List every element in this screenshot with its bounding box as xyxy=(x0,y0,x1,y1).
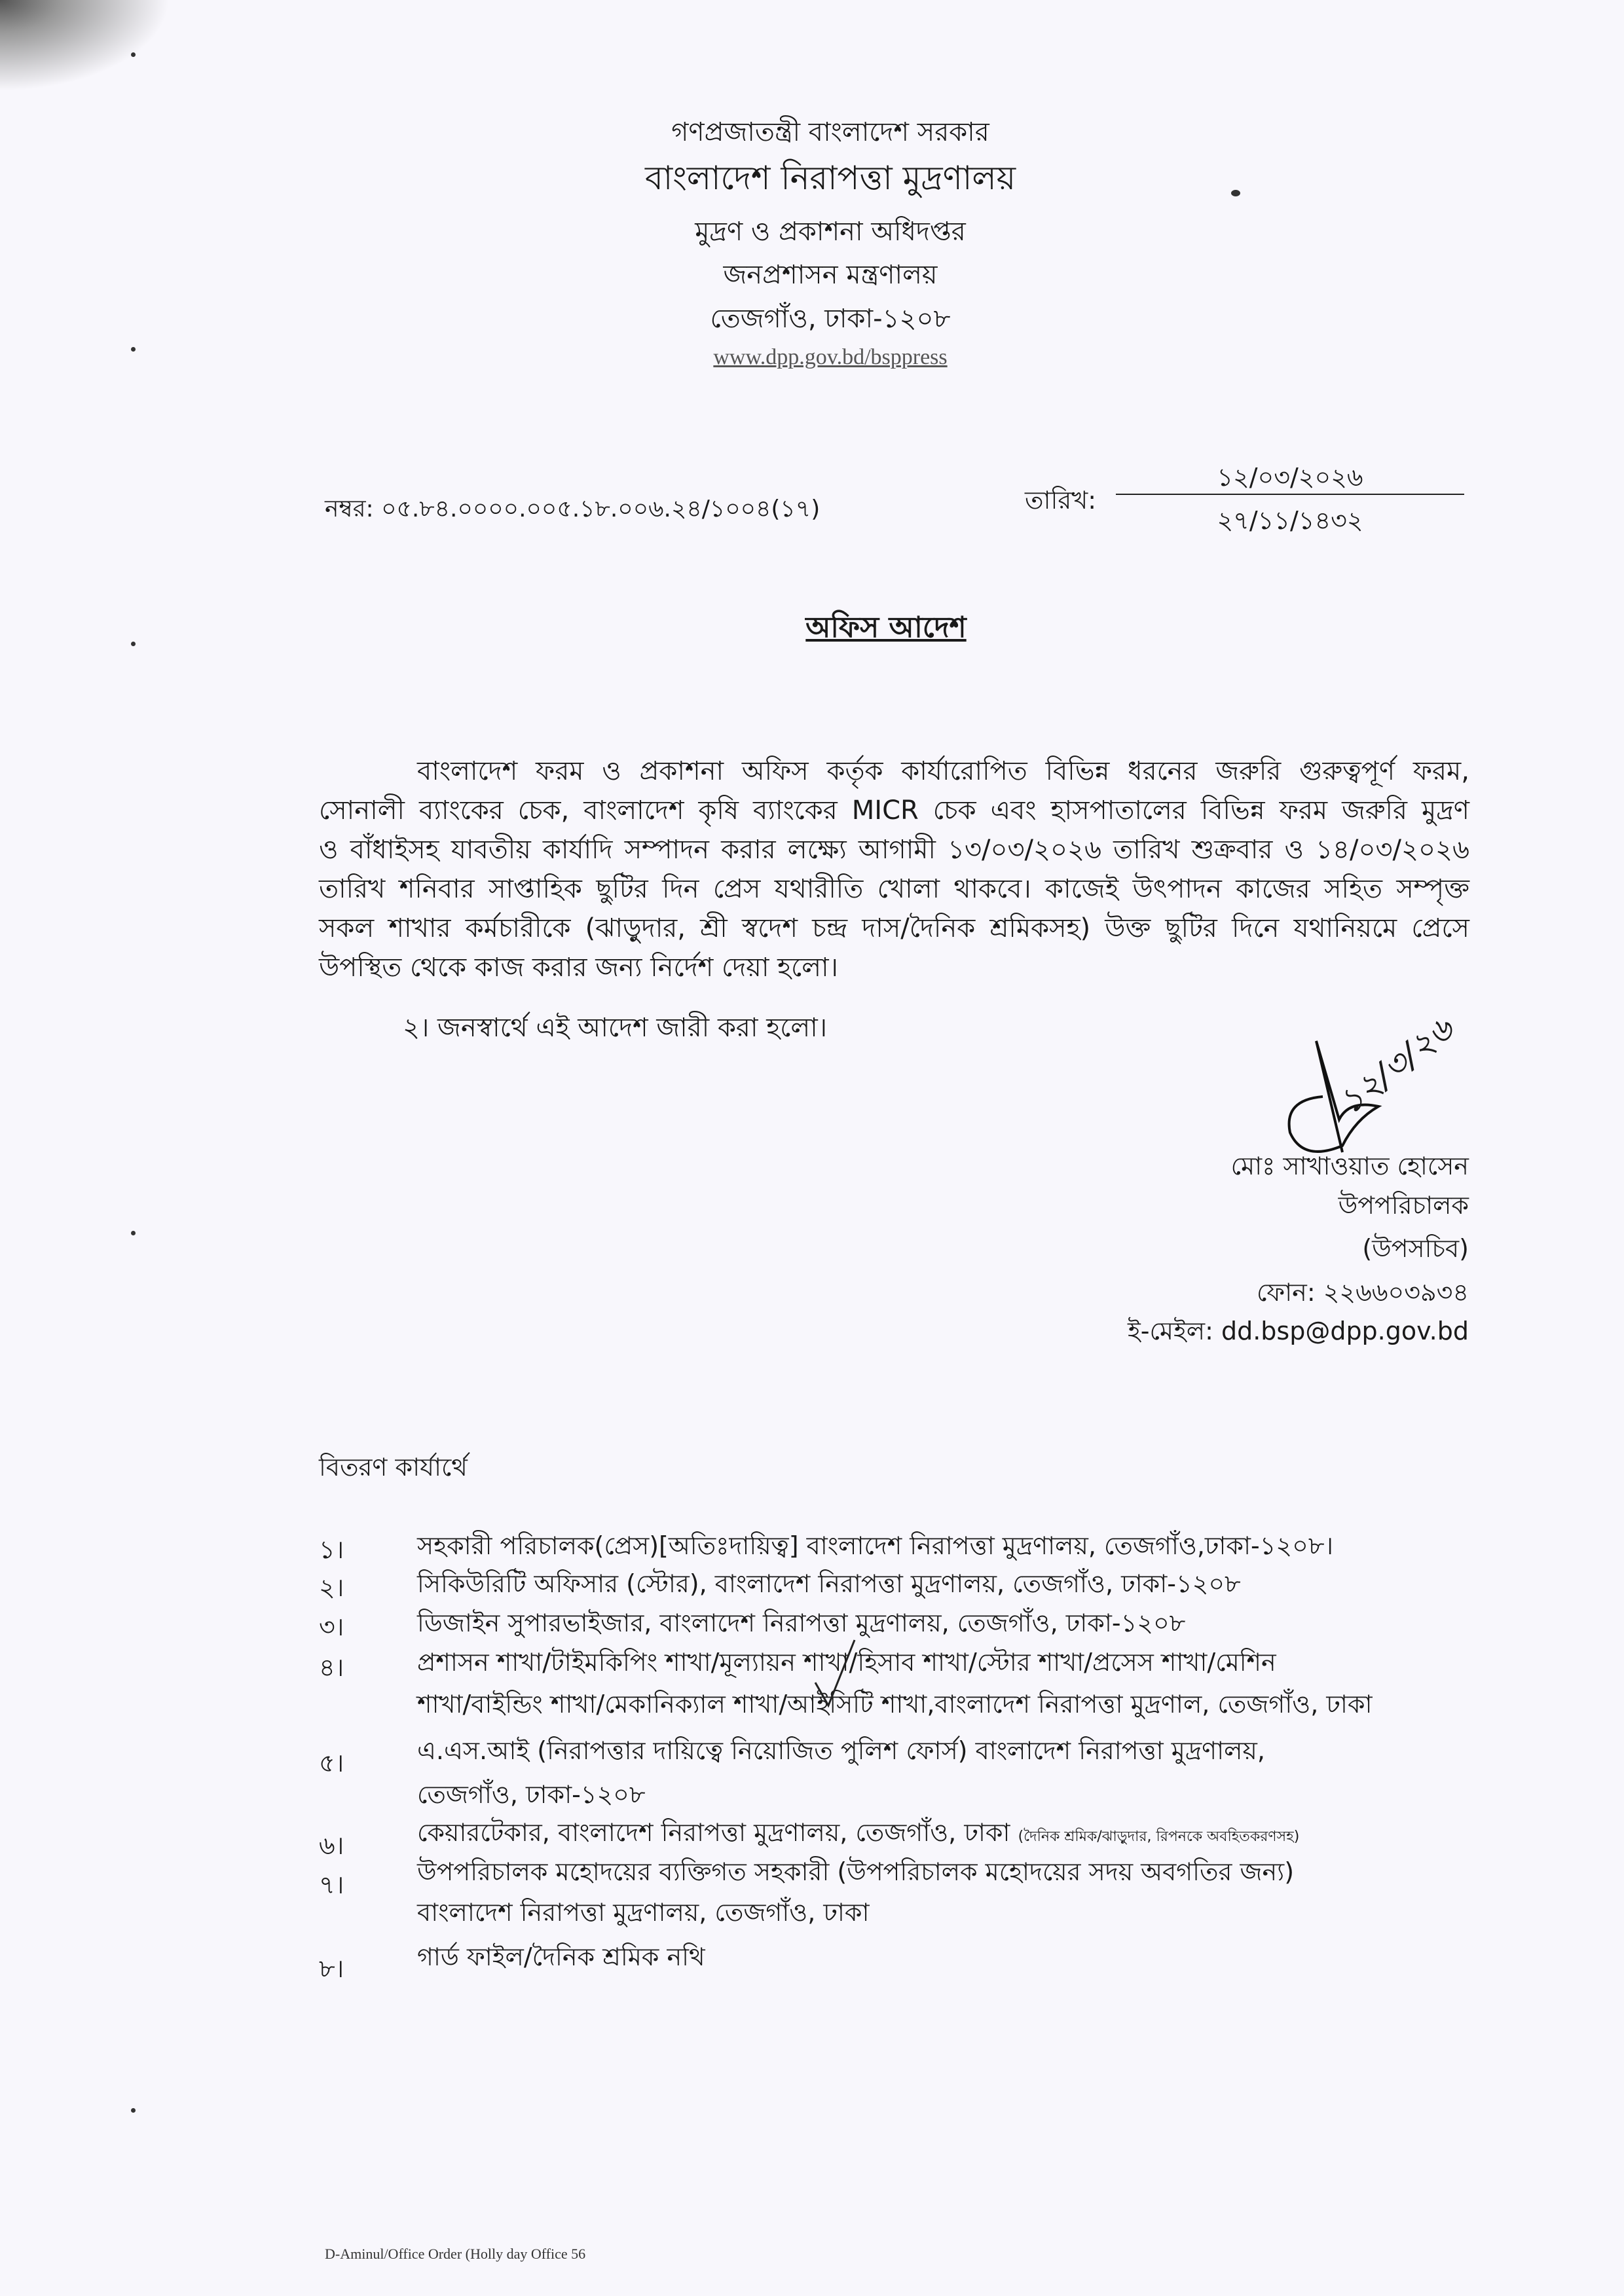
document-title: অফিস আদেশ xyxy=(805,611,967,644)
paragraph-line: তারিখ শনিবার সাপ্তাহিক ছুটির দিন প্রেস যথারীতি খোলা থাকবে। কাজেই উৎপাদন কাজের সহিত সম্পৃক্ত xyxy=(319,874,1469,904)
list-item-number: ১। xyxy=(319,1535,344,1564)
paragraph-line: সকল শাখার কর্মচারীকে (ঝাড়ুদার, শ্রী স্বদেশ চন্দ্র দাস/দৈনিক শ্রমিকসহ) উক্ত ছুটির দিনে যথানিয়মে প্রেসে xyxy=(319,913,1469,943)
list-item-note: (দৈনিক শ্রমিক/ঝাড়ুদার, রিপনকে অবহিতকরণসহ) xyxy=(1018,1829,1300,1845)
order-paragraph xyxy=(319,752,1469,987)
scan-shadow xyxy=(0,0,170,92)
signatory-email[interactable]: ই-মেইল: dd.bsp@dpp.gov.bd xyxy=(1128,1317,1469,1345)
list-item-continuation: বাংলাদেশ নিরাপত্তা মুদ্রণালয়, তেজগাঁও, ঢাকা xyxy=(417,1898,870,1927)
list-item: সিকিউরিটি অফিসার (স্টোর), বাংলাদেশ নিরাপত্তা মুদ্রণালয়, তেজগাঁও, ঢাকা-১২০৮ xyxy=(417,1569,1241,1598)
scan-speck xyxy=(131,2108,136,2113)
signatory-phone: ফোন: ২২৬৬০৩৯৩৪ xyxy=(1256,1278,1469,1307)
list-item: এ.এস.আই (নিরাপত্তার দায়িত্বে নিয়োজিত পুলিশ ফোর্স) বাংলাদেশ নিরাপত্তা মুদ্রণালয়, xyxy=(417,1736,1265,1765)
date-gregorian: ১২/০৩/২০২৬ xyxy=(1217,463,1363,492)
handwritten-tick-mark xyxy=(812,1637,858,1709)
signatory-name: মোঃ সাখাওয়াত হোসেন xyxy=(1230,1152,1469,1180)
distribution-heading: বিতরণ কার্যার্থে xyxy=(319,1453,468,1482)
paragraph-2: ২। জনস্বার্থে এই আদেশ জারী করা হলো। xyxy=(403,1013,828,1043)
header-address: তেজগাঁও, ঢাকা-১২০৮ xyxy=(710,304,951,334)
list-item-number: ৪। xyxy=(319,1653,344,1682)
list-item-number: ৭। xyxy=(319,1870,344,1899)
list-item-text: কেয়ারটেকার, বাংলাদেশ নিরাপত্তা মুদ্রণালয়, তেজগাঁও, ঢাকা xyxy=(417,1818,1010,1847)
paragraph-line: বাংলাদেশ ফরম ও প্রকাশনা অফিস কর্তৃক কার্যারোপিত বিভিন্ন ধরনের জরুরি গুরুত্বপূর্ণ ফরম, xyxy=(417,756,1469,786)
memo-number: নম্বর: ০৫.৮৪.০০০০.০০৫.১৮.০০৬.২৪/১০০৪(১৭) xyxy=(325,496,821,522)
list-item-continuation: শাখা/বাইন্ডিং শাখা/মেকানিক্যাল শাখা/আইসিটি শাখা,বাংলাদেশ নিরাপত্তা মুদ্রণাল, তেজগাঁও, ঢাকা xyxy=(417,1690,1373,1719)
paragraph-line: সোনালী ব্যাংকের চেক, বাংলাদেশ কৃষি ব্যাংকের MICR চেক এবং হাসপাতালের বিভিন্ন ফরম জরুরি মুদ্রণ xyxy=(319,795,1469,826)
header-ministry: জনপ্রশাসন মন্ত্রণালয় xyxy=(723,260,938,290)
header-government: গণপ্রজাতন্ত্রী বাংলাদেশ সরকার xyxy=(671,117,989,147)
scan-speck xyxy=(131,1231,136,1235)
date-divider xyxy=(1116,494,1464,495)
date-bangla: ২৭/১১/১৪৩২ xyxy=(1217,506,1363,535)
list-item xyxy=(417,1813,1299,1855)
signatory-rank: (উপসচিব) xyxy=(1362,1234,1469,1263)
header-organization: বাংলাদেশ নিরাপত্তা মুদ্রণালয় xyxy=(644,159,1016,197)
paragraph-line: ও বাঁধাইসহ যাবতীয় কার্যাদি সম্পাদন করার লক্ষ্যে আগামী ১৩/০৩/২০২৬ তারিখ শুক্রবার ও ১৪/০৩/২০২৬ xyxy=(319,835,1469,865)
list-item-number: ৮। xyxy=(319,1954,344,1983)
scan-speck xyxy=(131,52,136,57)
list-item-continuation: তেজগাঁও, ঢাকা-১২০৮ xyxy=(417,1780,646,1809)
list-item: সহকারী পরিচালক(প্রেস)[অতিঃদায়িত্ব] বাংলাদেশ নিরাপত্তা মুদ্রণালয়, তেজগাঁও,ঢাকা-১২০৮। xyxy=(417,1531,1334,1560)
header-department: মুদ্রণ ও প্রকাশনা অধিদপ্তর xyxy=(695,217,966,247)
list-item-number: ৫। xyxy=(319,1749,344,1777)
list-item: উপপরিচালক মহোদয়ের ব্যক্তিগত সহকারী (উপপরিচালক মহোদয়ের সদয় অবগতির জন্য) xyxy=(417,1857,1295,1886)
signatory-designation: উপপরিচালক xyxy=(1338,1191,1469,1220)
paragraph-line: উপস্থিত থেকে কাজ করার জন্য নির্দেশ দেয়া হলো। xyxy=(319,953,838,983)
list-item: প্রশাসন শাখা/টাইমকিপিং শাখা/মূল্যায়ন শাখা/হিসাব শাখা/স্টোর শাখা/প্রসেস শাখা/মেশিন xyxy=(417,1648,1276,1677)
signature-date: ১২/৩/২৬ xyxy=(1331,1009,1461,1123)
list-item-number: ৬। xyxy=(319,1831,344,1860)
date-label: তারিখ: xyxy=(1025,486,1097,515)
footer-file-reference: D-Aminul/Office Order (Holly day Office 56 xyxy=(325,2246,586,2262)
list-item-number: ২। xyxy=(319,1573,344,1602)
header-website-link[interactable]: www.dpp.gov.bd/bsppress xyxy=(713,345,948,369)
list-item: ডিজাইন সুপারভাইজার, বাংলাদেশ নিরাপত্তা মুদ্রণালয়, তেজগাঁও, ঢাকা-১২০৮ xyxy=(417,1609,1186,1637)
list-item-number: ৩। xyxy=(319,1613,344,1641)
list-item: গার্ড ফাইল/দৈনিক শ্রমিক নথি xyxy=(417,1942,705,1971)
